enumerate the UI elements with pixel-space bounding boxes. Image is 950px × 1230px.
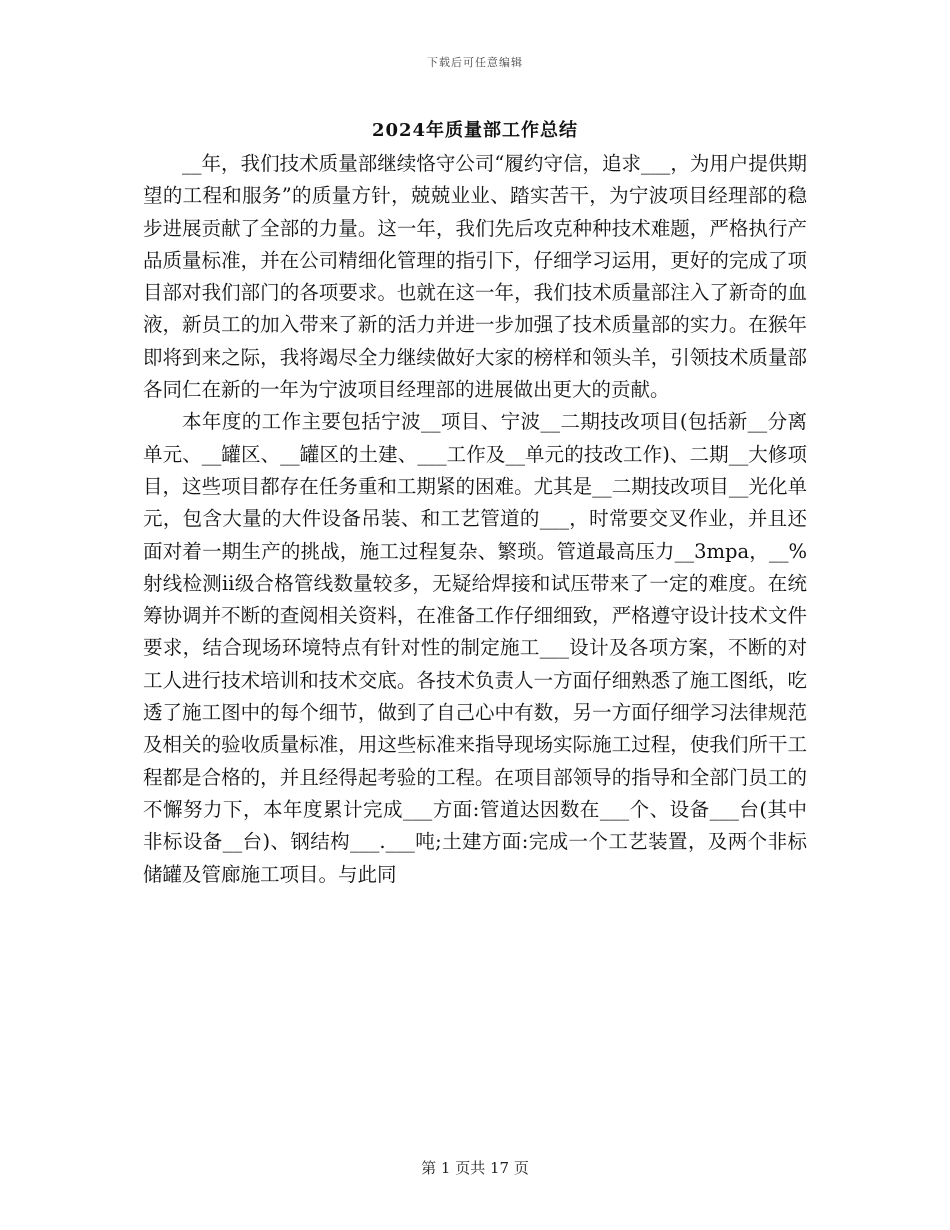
paragraph-2: 本年度的工作主要包括宁波__项目、宁波__二期技改项目(包括新__分离单元、__罐区、__罐区的土建、___工作及__单元的技改工作)、二期__大修项目，这些项目都存在任务重和工期紧的困难。尤其是__二期技改项目__光化单元，包含大量的大件设备吊装、和工艺管道的___，时常要交叉作业，并且还面对着一期生产的挑战，施工过程复杂、繁琐。管道最高压力__3mpa，__%射线检测ⅱ级合格管线数量较多，无疑给焊接和试压带来了一定的难度。在统筹协调并不断的查阅相关资料，在准备工作仔细细致，严格遵守设计技术文件要求，结合现场环境特点有针对性的制定施工___设计及各项方案，不断的对工人进行技术培训和技术交底。各技术负责人一方面仔细熟悉了施工图纸，吃透了施工图中的每个细节，做到了自己心中有数，另一方面仔细学习法律规范及相关的验收质量标准，用这些标准来指导现场实际施工过程，使我们所干工程都是合格的，并且经得起考验的工程。在项目部领导的指导和全部门员工的不懈努力下，本年度累计完成___方面:管道达因数在___个、设备___台(其中非标设备__台)、钢结构___.___吨;土建方面:完成一个工艺装置，及两个非标储罐及管廊施工项目。与此同 [143,410,807,886]
paragraph-1: __年，我们技术质量部继续恪守公司“履约守信，追求___，为用户提供期望的工程和服务”的质量方针，兢兢业业、踏实苦干，为宁波项目经理部的稳步进展贡献了全部的力量。这一年，我们先后攻克种种技术难题，严格执行产品质量标准，并在公司精细化管理的指引下，仔细学习运用，更好的完成了项目部对我们部门的各项要求。也就在这一年，我们技术质量部注入了新奇的血液，新员工的加入带来了新的活力并进一步加强了技术质量部的实力。在猴年即将到来之际，我将竭尽全力继续做好大家的榜样和领头羊，引领技术质量部各同仁在新的一年为宁波项目经理部的进展做出更大的贡献。 [143,152,807,402]
page-header: 下载后可任意编辑 [427,56,523,69]
document-body [143,148,807,891]
page-footer: 第 1 页共 17 页 [421,1159,529,1177]
document-title: 2024年质量部工作总结 [371,120,579,141]
